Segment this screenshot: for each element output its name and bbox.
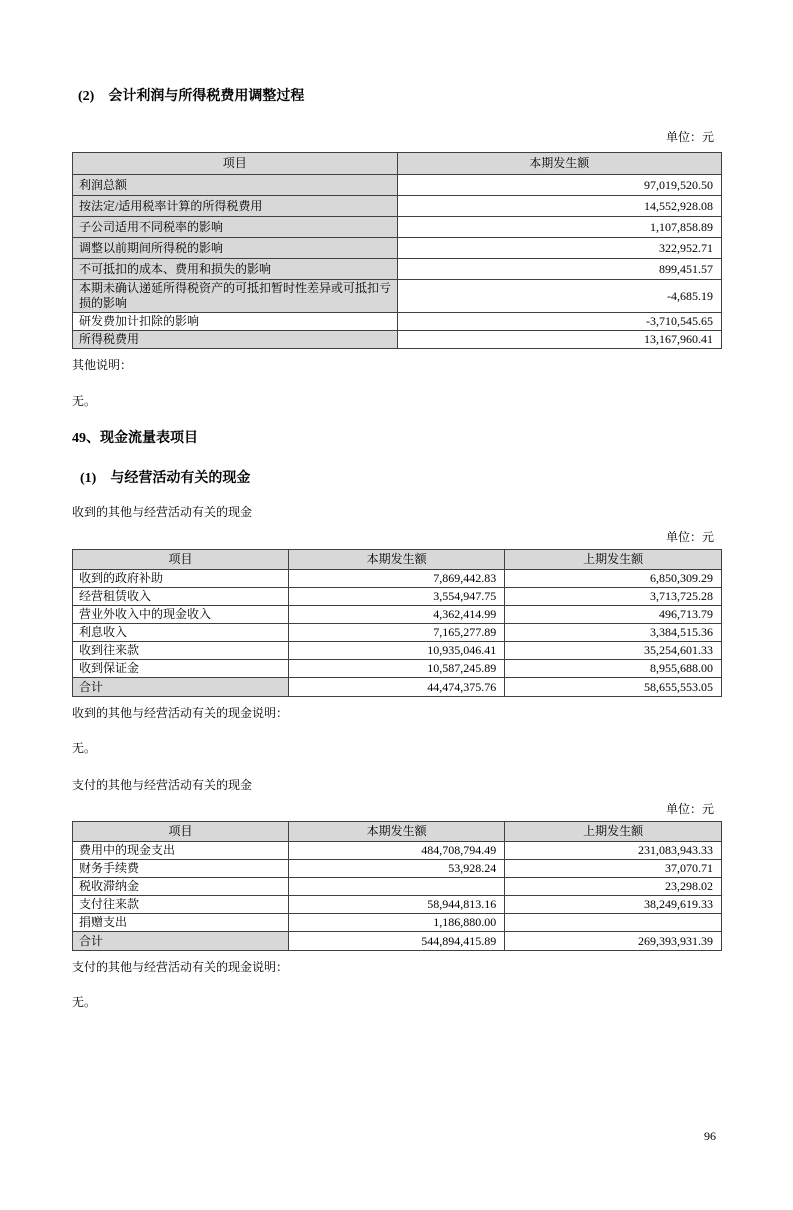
other-notes-label: 其他说明： (72, 358, 133, 372)
row-value-cell: 4,362,414.99 (289, 606, 505, 624)
row-value-cell: 58,944,813.16 (289, 896, 505, 914)
table-header-row (73, 550, 722, 570)
row-value-cell: 53,928.24 (289, 860, 505, 878)
row-item-cell: 收到保证金 (73, 660, 289, 678)
row-value-cell: 58,655,553.05 (505, 678, 722, 697)
row-item-cell: 费用中的现金支出 (73, 842, 289, 860)
row-value-cell (289, 878, 505, 896)
row-value-cell: 10,935,046.41 (289, 642, 505, 660)
row-item-cell: 本期未确认递延所得税资产的可抵扣暂时性差异或可抵扣亏损的影响 (73, 280, 398, 313)
table-row (73, 280, 722, 313)
row-item-cell: 子公司适用不同税率的影响 (73, 217, 398, 238)
table-row (73, 896, 722, 914)
unit-label: 单位：元 (665, 130, 714, 144)
table-row (73, 860, 722, 878)
row-item-cell: 合计 (73, 932, 289, 951)
page-content (0, 88, 793, 1010)
row-item-cell: 调整以前期间所得税的影响 (73, 238, 398, 259)
table-row (73, 259, 722, 280)
row-value-cell: 35,254,601.33 (505, 642, 722, 660)
page-number: 96 (704, 1129, 716, 1143)
other-notes-value: 无。 (72, 394, 97, 408)
received-cash-note-value: 无。 (72, 741, 97, 755)
row-value-cell: 322,952.71 (397, 238, 722, 259)
table-total-row (73, 678, 722, 697)
row-item-cell: 财务手续费 (73, 860, 289, 878)
row-value-cell: 544,894,415.89 (289, 932, 505, 951)
row-value-cell (505, 914, 722, 932)
row-item-cell: 按法定/适用税率计算的所得税费用 (73, 196, 398, 217)
paid-cash-note-label: 支付的其他与经营活动有关的现金说明： (72, 960, 289, 974)
row-item-cell: 收到的政府补助 (73, 570, 289, 588)
tax-adjustment-table (72, 152, 722, 349)
column-header-current-period: 本期发生额 (397, 153, 722, 175)
row-item-cell: 捐赠支出 (73, 914, 289, 932)
row-item-cell: 研发费加计扣除的影响 (73, 313, 398, 331)
unit-label: 单位：元 (665, 530, 714, 544)
section-heading-cashflow-items: 49、现金流量表项目 (72, 431, 198, 446)
row-value-cell: 44,474,375.76 (289, 678, 505, 697)
table-row (73, 914, 722, 932)
paid-cash-table (72, 821, 722, 951)
row-value-cell: 8,955,688.00 (505, 660, 722, 678)
row-value-cell: 23,298.02 (505, 878, 722, 896)
document-page (0, 88, 793, 1143)
table-row (73, 175, 722, 196)
row-value-cell: -3,710,545.65 (397, 313, 722, 331)
row-value-cell: 97,019,520.50 (397, 175, 722, 196)
section-heading-tax-adjustment: (2) 会计利润与所得税费用调整过程 (78, 89, 305, 104)
column-header-item: 项目 (73, 822, 289, 842)
table-row (73, 642, 722, 660)
table-row (73, 842, 722, 860)
row-value-cell: 3,384,515.36 (505, 624, 722, 642)
table-row (73, 238, 722, 259)
row-item-cell: 收到往来款 (73, 642, 289, 660)
table-row (73, 331, 722, 349)
row-value-cell: 37,070.71 (505, 860, 722, 878)
row-item-cell: 利润总额 (73, 175, 398, 196)
column-header-item: 项目 (73, 153, 398, 175)
subsection-heading-operating-cash: (1) 与经营活动有关的现金 (80, 471, 251, 486)
row-value-cell: 899,451.57 (397, 259, 722, 280)
received-cash-table (72, 549, 722, 697)
table-row (73, 196, 722, 217)
paid-cash-title: 支付的其他与经营活动有关的现金 (72, 778, 253, 792)
table-row (73, 624, 722, 642)
column-header-prior-period: 上期发生额 (505, 822, 722, 842)
table-total-row (73, 932, 722, 951)
row-value-cell: 231,083,943.33 (505, 842, 722, 860)
unit-label: 单位：元 (665, 802, 714, 816)
row-item-cell: 合计 (73, 678, 289, 697)
table-row (73, 217, 722, 238)
table-header-row (73, 822, 722, 842)
row-item-cell: 税收滞纳金 (73, 878, 289, 896)
row-item-cell: 支付往来款 (73, 896, 289, 914)
row-value-cell: 496,713.79 (505, 606, 722, 624)
row-value-cell: 7,165,277.89 (289, 624, 505, 642)
column-header-current-period: 本期发生额 (289, 550, 505, 570)
row-value-cell: 484,708,794.49 (289, 842, 505, 860)
row-value-cell: -4,685.19 (397, 280, 722, 313)
row-item-cell: 利息收入 (73, 624, 289, 642)
column-header-item: 项目 (73, 550, 289, 570)
received-cash-title: 收到的其他与经营活动有关的现金 (72, 505, 253, 519)
row-value-cell: 3,554,947.75 (289, 588, 505, 606)
row-value-cell: 3,713,725.28 (505, 588, 722, 606)
row-value-cell: 1,107,858.89 (397, 217, 722, 238)
received-cash-note-label: 收到的其他与经营活动有关的现金说明： (72, 706, 289, 720)
paid-cash-note-value: 无。 (72, 995, 97, 1009)
row-item-cell: 营业外收入中的现金收入 (73, 606, 289, 624)
row-value-cell: 14,552,928.08 (397, 196, 722, 217)
row-value-cell: 1,186,880.00 (289, 914, 505, 932)
table-header-row (73, 153, 722, 175)
row-value-cell: 38,249,619.33 (505, 896, 722, 914)
table-row (73, 606, 722, 624)
table-row (73, 313, 722, 331)
row-value-cell: 269,393,931.39 (505, 932, 722, 951)
table-row (73, 570, 722, 588)
row-value-cell: 13,167,960.41 (397, 331, 722, 349)
column-header-prior-period: 上期发生额 (505, 550, 722, 570)
row-value-cell: 6,850,309.29 (505, 570, 722, 588)
table-row (73, 878, 722, 896)
row-item-cell: 经营租赁收入 (73, 588, 289, 606)
table-row (73, 660, 722, 678)
row-item-cell: 不可抵扣的成本、费用和损失的影响 (73, 259, 398, 280)
column-header-current-period: 本期发生额 (289, 822, 505, 842)
table-row (73, 588, 722, 606)
row-value-cell: 10,587,245.89 (289, 660, 505, 678)
row-item-cell: 所得税费用 (73, 331, 398, 349)
row-value-cell: 7,869,442.83 (289, 570, 505, 588)
